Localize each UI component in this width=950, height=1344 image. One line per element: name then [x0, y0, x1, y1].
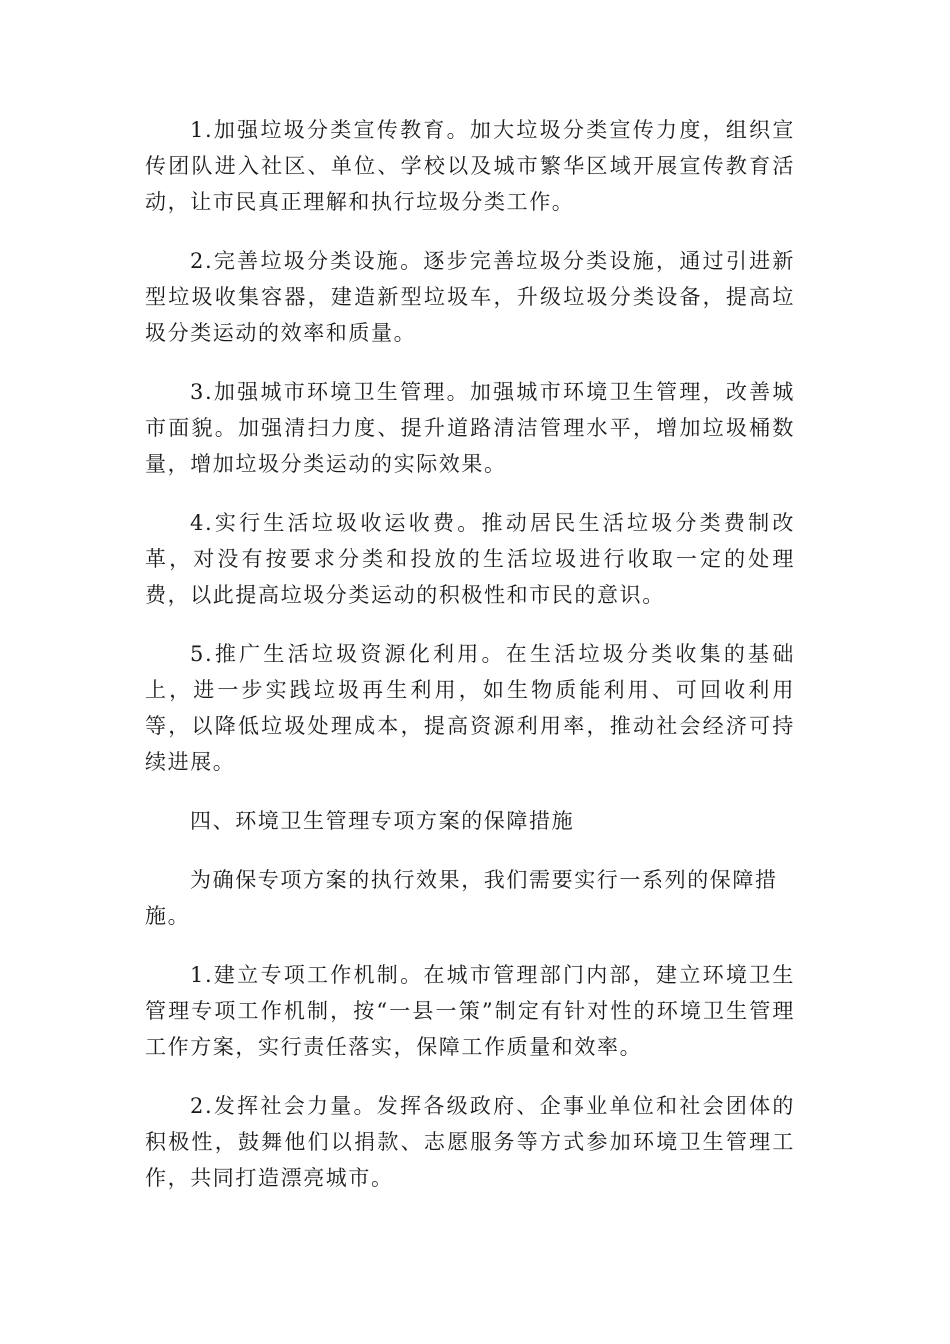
- paragraph-1: 1.加强垃圾分类宣传教育。加大垃圾分类宣传力度，组织宣传团队进入社区、单位、学校以及城市繁华区域开展宣传教育活动，让市民真正理解和执行垃圾分类工作。: [145, 118, 795, 214]
- paragraph-2: 2.完善垃圾分类设施。逐步完善垃圾分类设施，通过引进新型垃圾收集容器，建造新型垃圾车，升级垃圾分类设备，提高垃圾分类运动的效率和质量。: [145, 249, 795, 345]
- paragraph-3: 3.加强城市环境卫生管理。加强城市环境卫生管理，改善城市面貌。加强清扫力度、提升道路清洁管理水平，增加垃圾桶数量，增加垃圾分类运动的实际效果。: [145, 380, 795, 476]
- section-paragraph-2: 2.发挥社会力量。发挥各级政府、企事业单位和社会团体的积极性，鼓舞他们以捐款、志愿服务等方式参加环境卫生管理工作，共同打造漂亮城市。: [145, 1094, 795, 1190]
- document-body: [145, 112, 795, 1219]
- paragraph-4: 4.实行生活垃圾收运收费。推动居民生活垃圾分类费制改革，对没有按要求分类和投放的生活垃圾进行收取一定的处理费，以此提高垃圾分类运动的积极性和市民的意识。: [145, 511, 795, 607]
- section-paragraph-1: 1.建立专项工作机制。在城市管理部门内部，建立环境卫生管理专项工作机制，按“一县一策”制定有针对性的环境卫生管理工作方案，实行责任落实，保障工作质量和效率。: [145, 963, 795, 1059]
- section-intro: 为确保专项方案的执行效果，我们需要实行一系列的保障措施。: [145, 868, 778, 928]
- section-heading: 四、环境卫生管理专项方案的保障措施: [190, 809, 575, 833]
- paragraph-5: 5.推广生活垃圾资源化利用。在生活垃圾分类收集的基础上，进一步实践垃圾再生利用，如生物质能利用、可回收利用等，以降低垃圾处理成本，提高资源利用率，推动社会经济可持续进展。: [145, 642, 795, 774]
